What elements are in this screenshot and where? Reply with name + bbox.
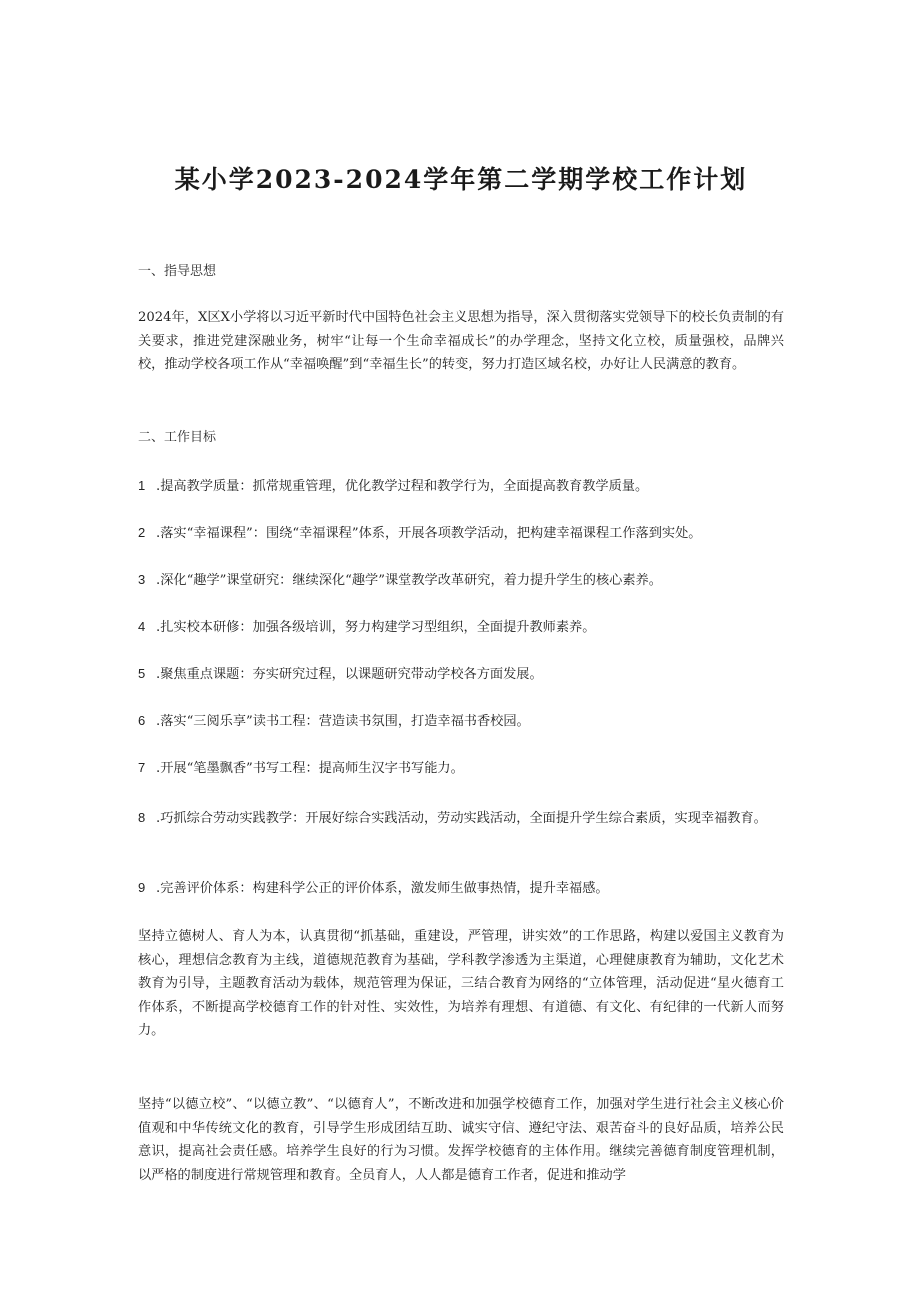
section-heading-work-goals: 二、工作目标 <box>138 430 217 445</box>
goal-number: 9 <box>138 880 146 895</box>
goal-text: .聚焦重点课题：夯实研究过程，以课题研究带动学校各方面发展。 <box>156 667 543 682</box>
goal-number: 1 <box>138 478 146 493</box>
goal-number: 2 <box>138 525 146 540</box>
paragraph-moral-education-principles: 坚持“以德立校”、“以德立教”、“以德育人”，不断改进和加强学校德育工作，加强对学生进行社会主义核心价值观和中华传统文化的教育，引导学生形成团结互助、诚实守信、遵纪守法、艰苦奋斗的良好品质，培养公民意识，提高社会责任感。培养学生良好的行为习惯。发挥学校德育的主体作用。继续完善德育制度管理机制，以严格的制度进行常规管理和教育。全员育人，人人都是德育工作者，促进和推动学 <box>138 1097 784 1183</box>
goal-text: .扎实校本研修：加强各级培训，努力构建学习型组织，全面提升教师素养。 <box>156 620 596 635</box>
goal-item <box>138 806 784 831</box>
section-heading-guiding-ideology: 一、指导思想 <box>138 264 217 279</box>
goal-item <box>138 709 784 734</box>
goal-text: .落实“三阅乐享”读书工程：营造读书氛围，打造幸福书香校园。 <box>156 714 530 729</box>
goal-text: .落实“幸福课程”：围绕“幸福课程”体系，开展各项教学活动，把构建幸福课程工作落到实处。 <box>156 526 702 541</box>
goal-number: 8 <box>138 810 146 825</box>
goal-item <box>138 756 784 781</box>
goal-text: .开展“笔墨飘香”书写工程：提高师生汉字书写能力。 <box>156 761 464 776</box>
goal-text: .提高教学质量：抓常规重管理，优化教学过程和教学行为，全面提高教育教学质量。 <box>156 479 649 494</box>
goal-number: 6 <box>138 713 146 728</box>
goal-item <box>138 568 784 593</box>
goal-number: 7 <box>138 760 146 775</box>
goal-item <box>138 521 784 546</box>
goal-item <box>138 474 784 499</box>
goal-text: .深化“趣学”课堂研究：继续深化“趣学”课堂教学改革研究，着力提升学生的核心素养。 <box>156 573 662 588</box>
paragraph-moral-education-system: 坚持立德树人、育人为本，认真贯彻“抓基础，重建设，严管理，讲实效”的工作思路，构建以爱国主义教育为核心，理想信念教育为主线，道德规范教育为基础，学科教学渗透为主渠道，心理健康教育为辅助，文化艺术教育为引导，主题教育活动为载体，规范管理为保证，三结合教育为网络的“立体管理，活动促进“星火德育工作体系，不断提高学校德育工作的针对性、实效性，为培养有理想、有道德、有文化、有纪律的一代新人而努力。 <box>138 929 784 1038</box>
goal-number: 4 <box>138 619 146 634</box>
goal-text: .完善评价体系：构建科学公正的评价体系，激发师生做事热情，提升幸福感。 <box>156 881 609 896</box>
goal-text: .巧抓综合劳动实践教学：开展好综合实践活动，劳动实践活动，全面提升学生综合素质，实现幸福教育。 <box>156 811 767 826</box>
goal-number: 3 <box>138 572 146 587</box>
paragraph-guiding-ideology: 2024年，X区X小学将以习近平新时代中国特色社会主义思想为指导，深入贯彻落实党领导下的校长负责制的有关要求，推进党建深融业务，树牢“让每一个生命幸福成长”的办学理念，坚持文化立校，质量强校，品牌兴校，推动学校各项工作从“幸福唤醒”到“幸福生长”的转变，努力打造区域名校，办好让人民满意的教育。 <box>138 310 784 372</box>
goal-number: 5 <box>138 666 146 681</box>
goal-item <box>138 876 784 901</box>
document-title: 某小学2023-2024学年第二学期学校工作计划 <box>174 165 748 194</box>
goal-item <box>138 615 784 640</box>
goal-item <box>138 662 784 687</box>
